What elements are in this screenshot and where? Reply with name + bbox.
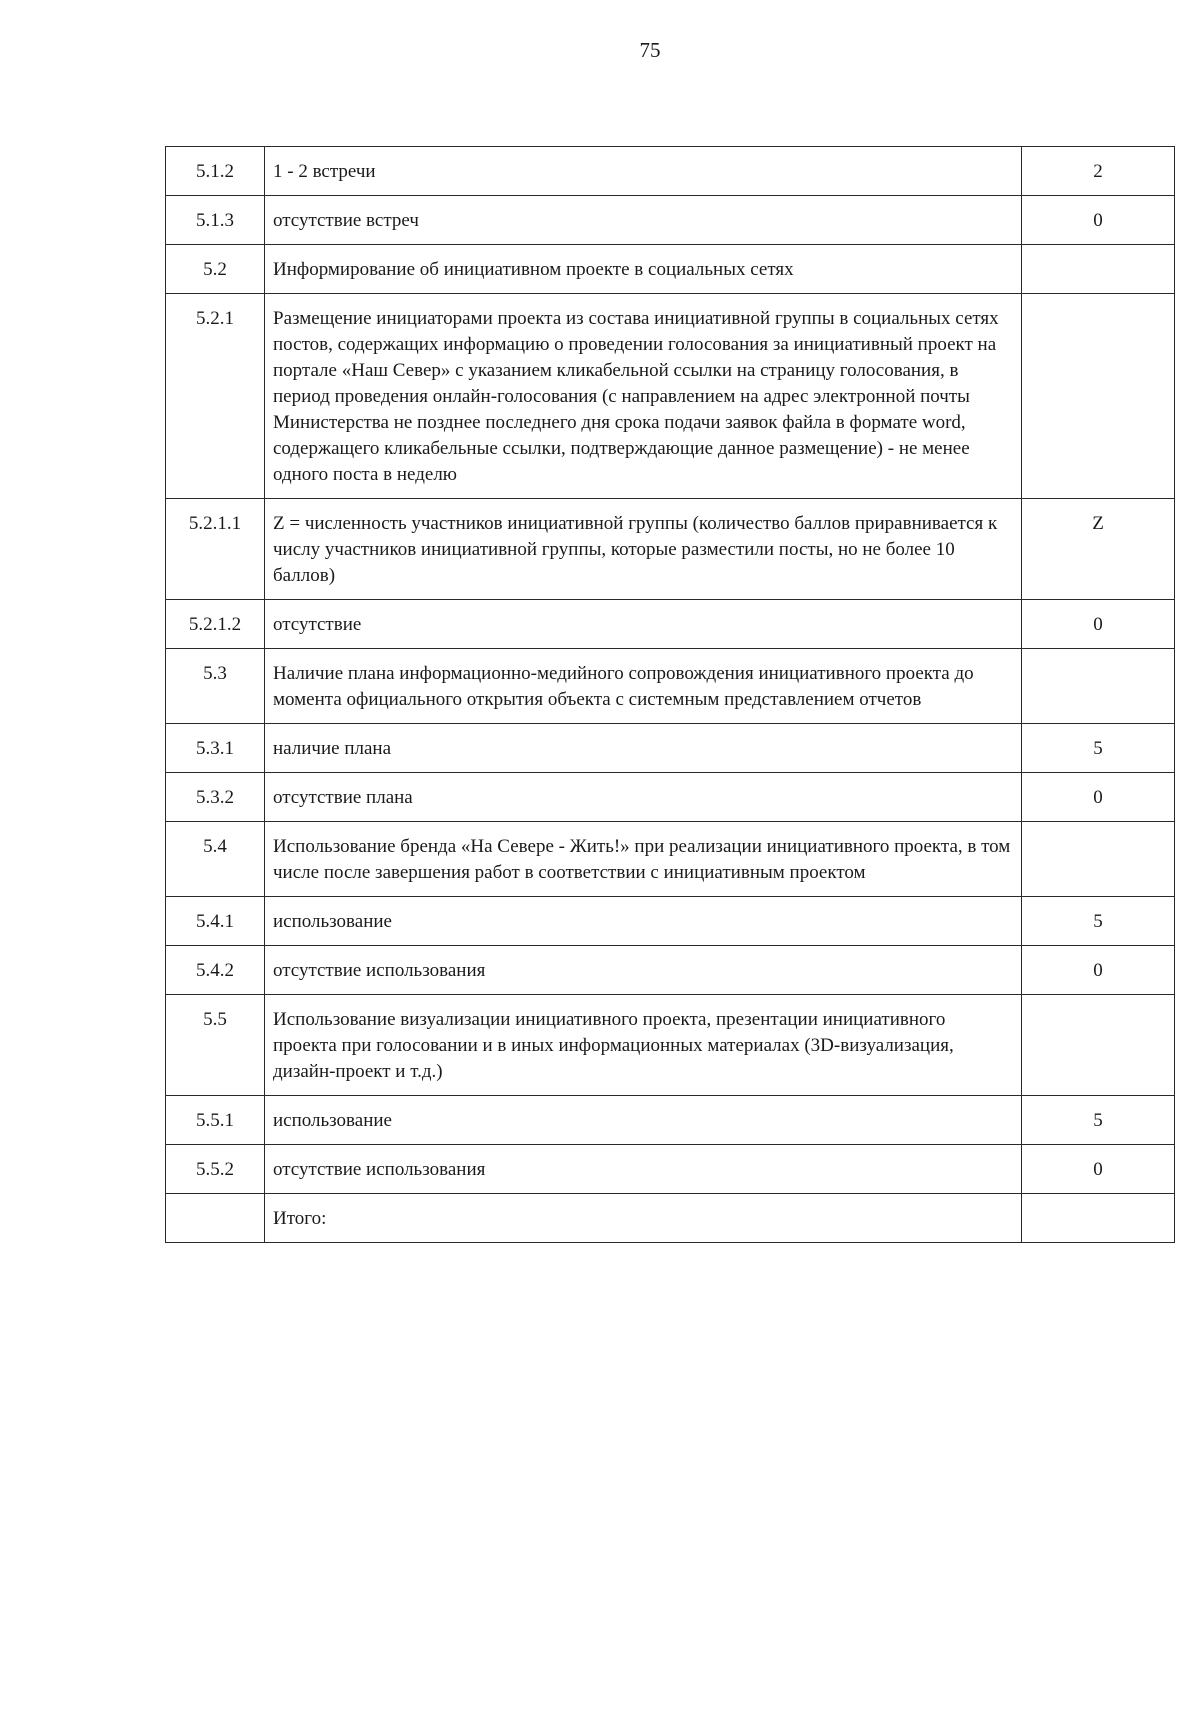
row-number: 5.5 <box>166 995 265 1096</box>
table-row <box>166 724 1175 773</box>
row-score <box>1022 649 1175 724</box>
row-text: отсутствие встреч <box>265 196 1022 245</box>
table-row <box>166 600 1175 649</box>
table-row <box>166 773 1175 822</box>
row-text: Информирование об инициативном проекте в социальных сетях <box>265 245 1022 294</box>
row-number: 5.2 <box>166 245 265 294</box>
row-score: 5 <box>1022 897 1175 946</box>
row-text: наличие плана <box>265 724 1022 773</box>
criteria-table <box>165 146 1175 1243</box>
row-number: 5.2.1.2 <box>166 600 265 649</box>
row-text: отсутствие использования <box>265 1145 1022 1194</box>
table-row <box>166 147 1175 196</box>
table-row <box>166 822 1175 897</box>
table-row <box>166 946 1175 995</box>
row-text: Использование визуализации инициативного проекта, презентации инициативного проекта при голосовании и в иных информационных материалах (3D-визуализация, дизайн-проект и т.д.) <box>265 995 1022 1096</box>
table-row <box>166 897 1175 946</box>
row-score <box>1022 294 1175 499</box>
table-row <box>166 196 1175 245</box>
row-score: 0 <box>1022 196 1175 245</box>
total-row <box>166 1194 1175 1243</box>
row-text: использование <box>265 1096 1022 1145</box>
total-score <box>1022 1194 1175 1243</box>
row-number: 5.3 <box>166 649 265 724</box>
row-text: отсутствие плана <box>265 773 1022 822</box>
row-score <box>1022 822 1175 897</box>
row-score <box>1022 995 1175 1096</box>
row-number: 5.2.1.1 <box>166 499 265 600</box>
row-text: отсутствие <box>265 600 1022 649</box>
row-number: 5.4.2 <box>166 946 265 995</box>
table-row <box>166 1145 1175 1194</box>
row-number <box>166 1194 265 1243</box>
row-number: 5.5.2 <box>166 1145 265 1194</box>
row-score: 0 <box>1022 773 1175 822</box>
row-number: 5.2.1 <box>166 294 265 499</box>
row-text: Размещение инициаторами проекта из состава инициативной группы в социальных сетях постов, содержащих информацию о проведении голосования за инициативный проект на портале «Наш Север» с указанием кликабельной ссылки на страницу голосования, в период проведения онлайн-голосования (с направлением на адрес электронной почты Министерства не позднее последнего дня срока подачи заявок файла в формате word, содержащего кликабельные ссылки, подтверждающие данное размещение) - не менее одного поста в неделю <box>265 294 1022 499</box>
row-score: 0 <box>1022 946 1175 995</box>
row-score <box>1022 245 1175 294</box>
row-score: 0 <box>1022 1145 1175 1194</box>
row-number: 5.4 <box>166 822 265 897</box>
row-text: Z = численность участников инициативной группы (количество баллов приравнивается к числу участников инициативной группы, которые разместили посты, но не более 10 баллов) <box>265 499 1022 600</box>
table-row <box>166 1096 1175 1145</box>
table-row <box>166 499 1175 600</box>
row-number: 5.1.3 <box>166 196 265 245</box>
row-score: Z <box>1022 499 1175 600</box>
row-score: 0 <box>1022 600 1175 649</box>
row-number: 5.4.1 <box>166 897 265 946</box>
table-row <box>166 649 1175 724</box>
row-text: отсутствие использования <box>265 946 1022 995</box>
table-row <box>166 245 1175 294</box>
row-score: 5 <box>1022 724 1175 773</box>
row-score: 2 <box>1022 147 1175 196</box>
table-row <box>166 294 1175 499</box>
row-score: 5 <box>1022 1096 1175 1145</box>
row-number: 5.3.1 <box>166 724 265 773</box>
row-number: 5.5.1 <box>166 1096 265 1145</box>
row-text: 1 - 2 встречи <box>265 147 1022 196</box>
row-text: Использование бренда «На Севере - Жить!» при реализации инициативного проекта, в том числе после завершения работ в соответствии с инициативным проектом <box>265 822 1022 897</box>
total-label: Итого: <box>265 1194 1022 1243</box>
row-number: 5.1.2 <box>166 147 265 196</box>
row-text: Наличие плана информационно-медийного сопровождения инициативного проекта до момента официального открытия объекта с системным представлением отчетов <box>265 649 1022 724</box>
table-row <box>166 995 1175 1096</box>
row-number: 5.3.2 <box>166 773 265 822</box>
row-text: использование <box>265 897 1022 946</box>
page-number: 75 <box>639 38 661 62</box>
